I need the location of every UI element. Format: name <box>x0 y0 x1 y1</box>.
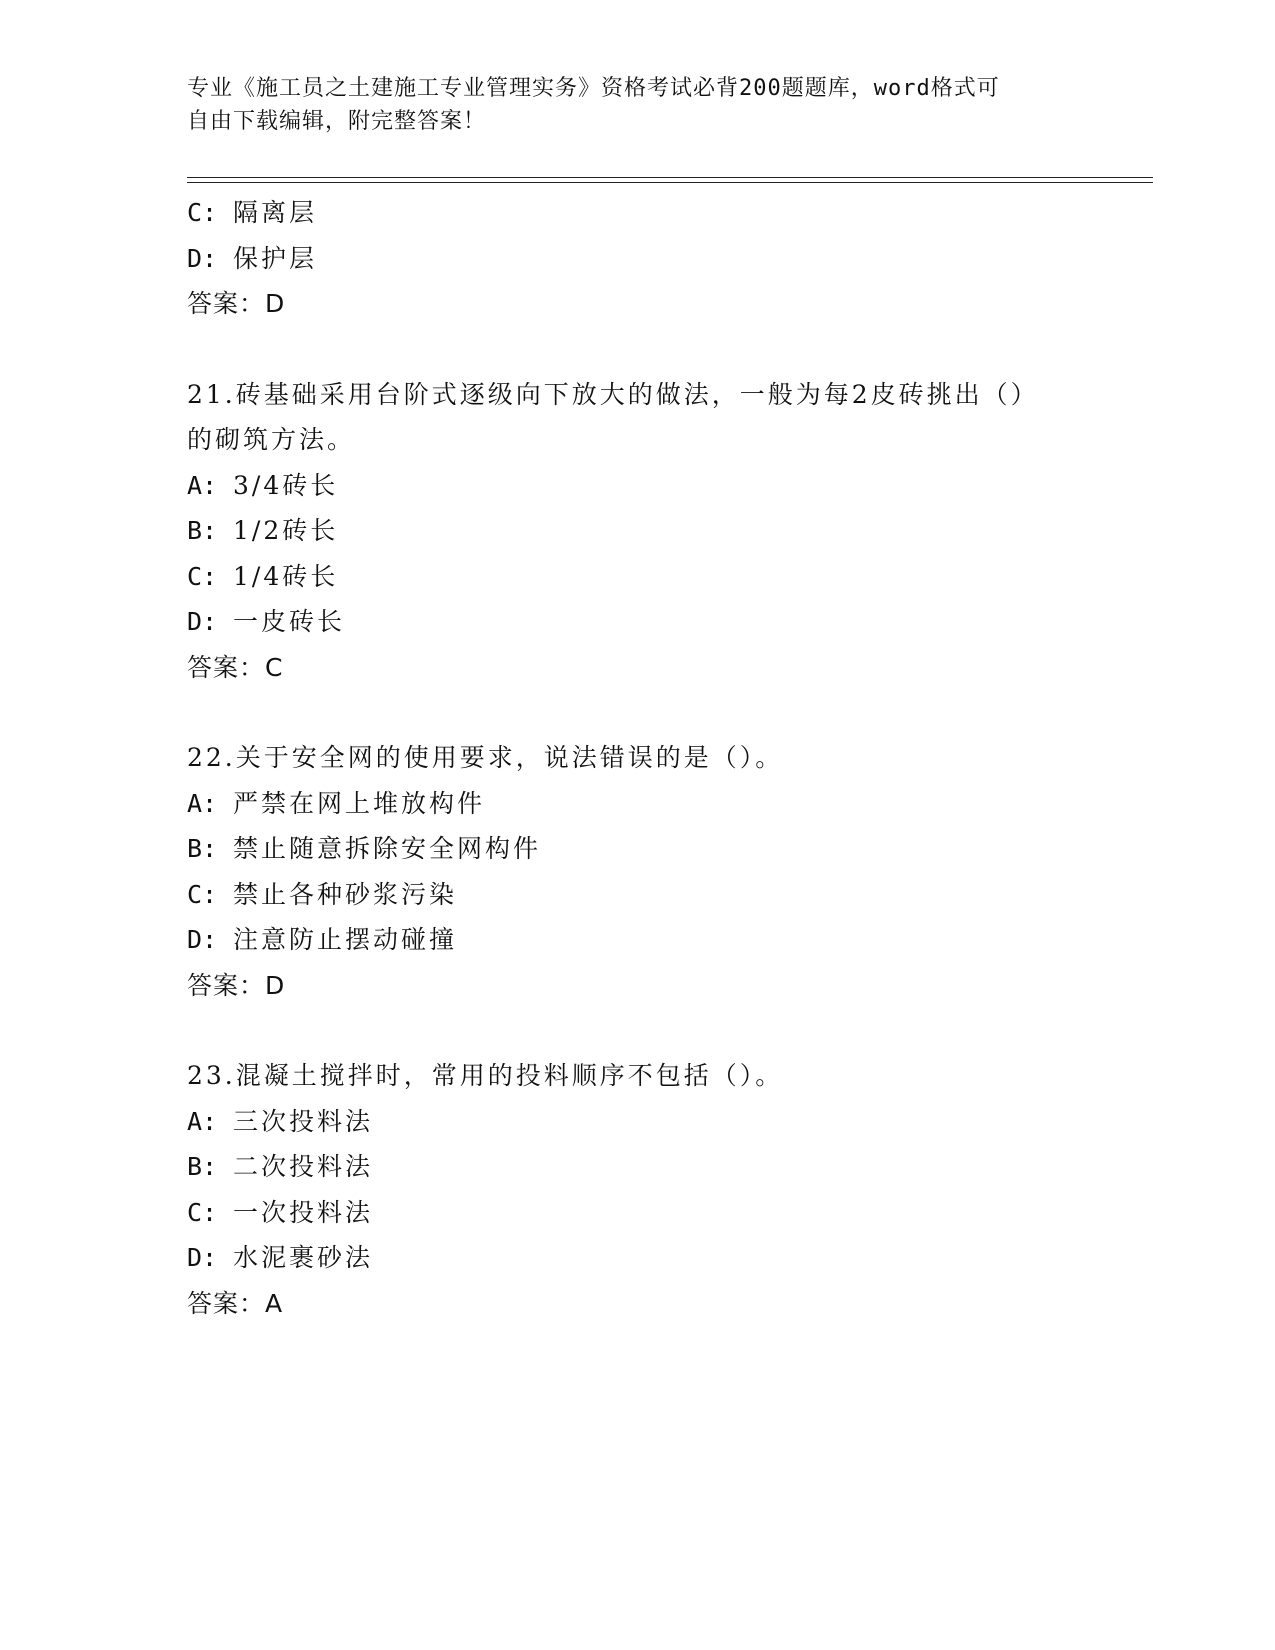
option-text: 禁止各种砂浆污染 <box>233 879 458 909</box>
option-key: C: <box>187 1197 218 1227</box>
question-stem: 22.关于安全网的使用要求，说法错误的是（）。 <box>187 743 784 772</box>
option-d <box>187 1235 1153 1281</box>
option-text: 禁止随意拆除安全网构件 <box>233 834 542 863</box>
option-key: A: <box>187 788 218 818</box>
question-23 <box>187 1053 1153 1326</box>
header-divider-top <box>187 177 1153 178</box>
option-c <box>187 190 1153 236</box>
option-text: 二次投料法 <box>233 1152 374 1181</box>
option-text: 隔离层 <box>233 198 318 227</box>
option-c <box>187 872 1153 918</box>
option-c <box>187 1190 1153 1236</box>
answer-line: 答案：A <box>187 1288 284 1318</box>
option-text: 保护层 <box>233 243 318 273</box>
option-text: 一皮砖长 <box>233 607 346 636</box>
option-key: D: <box>187 607 218 636</box>
option-key: A: <box>187 1106 218 1136</box>
option-d <box>187 236 1153 282</box>
option-b <box>187 826 1153 872</box>
option-key: B: <box>187 834 218 863</box>
option-key: A: <box>187 470 218 500</box>
question-21 <box>187 372 1153 691</box>
answer-line: 答案：C <box>187 652 284 682</box>
option-key: C: <box>187 879 218 909</box>
option-b <box>187 1144 1153 1190</box>
option-text: 严禁在网上堆放构件 <box>233 788 486 818</box>
option-key: D: <box>187 1243 218 1272</box>
option-b <box>187 508 1153 554</box>
option-text: 1/2砖长 <box>233 516 339 545</box>
option-text: 3/4砖长 <box>233 470 339 500</box>
answer-line: 答案：D <box>187 970 286 1000</box>
option-d <box>187 917 1153 963</box>
header-line-1: 专业《施工员之土建施工专业管理实务》资格考试必背200题题库，word格式可 <box>187 76 1000 101</box>
option-text: 1/4砖长 <box>233 561 339 591</box>
option-text: 注意防止摆动碰撞 <box>233 925 458 954</box>
option-a <box>187 781 1153 827</box>
option-key: D: <box>187 243 218 273</box>
option-key: B: <box>187 516 218 545</box>
document-header <box>187 72 1067 138</box>
header-divider-bottom <box>187 182 1153 183</box>
option-text: 三次投料法 <box>233 1106 374 1136</box>
answer-line: 答案：D <box>187 289 286 318</box>
option-c <box>187 554 1153 600</box>
question-stem: 21.砖基础采用台阶式逐级向下放大的做法，一般为每2皮砖挑出（） <box>187 379 1039 409</box>
question-stem-continued: 的砌筑方法。 <box>187 425 356 454</box>
option-key: C: <box>187 561 218 591</box>
option-key: B: <box>187 1152 218 1181</box>
prev-question <box>187 190 1153 327</box>
option-key: D: <box>187 925 218 954</box>
option-text: 水泥裹砂法 <box>233 1243 374 1272</box>
option-text: 一次投料法 <box>233 1197 374 1227</box>
question-content <box>187 190 1153 1326</box>
header-line-2: 自由下载编辑，附完整答案！ <box>187 109 487 134</box>
option-a <box>187 463 1153 509</box>
question-22 <box>187 735 1153 1008</box>
option-d <box>187 599 1153 645</box>
option-key: C: <box>187 198 218 227</box>
question-stem: 23.混凝土搅拌时，常用的投料顺序不包括（）。 <box>187 1061 784 1090</box>
option-a <box>187 1099 1153 1145</box>
